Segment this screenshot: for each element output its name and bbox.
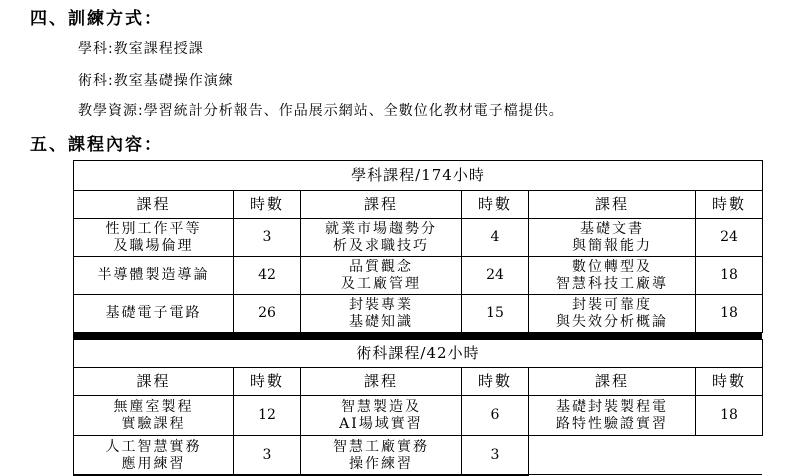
course-hours: 12 bbox=[234, 396, 301, 436]
course-hours: 15 bbox=[462, 295, 529, 333]
course-hours: 4 bbox=[462, 219, 529, 257]
section-4-heading: 四、訓練方式： bbox=[30, 9, 163, 29]
course-name: 基礎電子電路 bbox=[74, 295, 234, 333]
course-hours: 18 bbox=[696, 257, 763, 295]
header-course: 課程 bbox=[74, 368, 234, 396]
table-row bbox=[74, 436, 763, 476]
course-name: 性別工作平等 及職場倫理 bbox=[74, 219, 234, 257]
table-row bbox=[74, 295, 763, 333]
header-hours: 時數 bbox=[696, 368, 763, 396]
training-method-practical: 術科:教室基礎操作演練 bbox=[78, 73, 234, 89]
academic-table-title: 學科課程/174小時 bbox=[74, 161, 763, 191]
header-hours: 時數 bbox=[462, 191, 529, 219]
academic-course-table bbox=[73, 160, 763, 333]
training-method-academic: 學科:教室課程授課 bbox=[78, 41, 204, 57]
practical-course-table bbox=[73, 339, 763, 476]
empty-cell bbox=[696, 436, 763, 476]
table-row bbox=[74, 396, 763, 436]
table-bottom-border bbox=[73, 474, 762, 475]
course-name: 智慧工廠實務 操作練習 bbox=[301, 436, 462, 476]
course-hours: 24 bbox=[696, 219, 763, 257]
course-name: 封裝專業 基礎知識 bbox=[301, 295, 462, 333]
header-hours: 時數 bbox=[696, 191, 763, 219]
course-hours: 42 bbox=[234, 257, 301, 295]
header-course: 課程 bbox=[301, 368, 462, 396]
course-hours: 24 bbox=[462, 257, 529, 295]
header-course: 課程 bbox=[529, 191, 696, 219]
course-name: 數位轉型及 智慧科技工廠導 bbox=[529, 257, 696, 295]
course-name: 無塵室製程 實驗課程 bbox=[74, 396, 234, 436]
course-name: 品質觀念 及工廠管理 bbox=[301, 257, 462, 295]
course-hours: 3 bbox=[234, 436, 301, 476]
course-hours: 6 bbox=[462, 396, 529, 436]
header-hours: 時數 bbox=[234, 368, 301, 396]
header-course: 課程 bbox=[74, 191, 234, 219]
header-hours: 時數 bbox=[462, 368, 529, 396]
course-name: 人工智慧實務 應用練習 bbox=[74, 436, 234, 476]
empty-cell bbox=[529, 436, 696, 476]
course-name: 封裝可靠度 與失效分析概論 bbox=[529, 295, 696, 333]
section-5-heading: 五、課程內容： bbox=[30, 135, 163, 155]
table-row bbox=[74, 219, 763, 257]
course-name: 基礎文書 與簡報能力 bbox=[529, 219, 696, 257]
course-name: 基礎封裝製程電 路特性驗證實習 bbox=[529, 396, 696, 436]
course-hours: 18 bbox=[696, 396, 763, 436]
practical-table-title: 術科課程/42小時 bbox=[74, 340, 763, 368]
course-hours: 18 bbox=[696, 295, 763, 333]
header-course: 課程 bbox=[529, 368, 696, 396]
training-method-resources: 教學資源:學習統計分析報告、作品展示網站、全數位化教材電子檔提供。 bbox=[78, 103, 564, 119]
course-name: 智慧製造及 AI場域實習 bbox=[301, 396, 462, 436]
header-hours: 時數 bbox=[234, 191, 301, 219]
course-name: 就業市場趨勢分 析及求職技巧 bbox=[301, 219, 462, 257]
course-hours: 26 bbox=[234, 295, 301, 333]
course-hours: 3 bbox=[462, 436, 529, 476]
table-row bbox=[74, 257, 763, 295]
header-course: 課程 bbox=[301, 191, 462, 219]
course-hours: 3 bbox=[234, 219, 301, 257]
course-name: 半導體製造導論 bbox=[74, 257, 234, 295]
